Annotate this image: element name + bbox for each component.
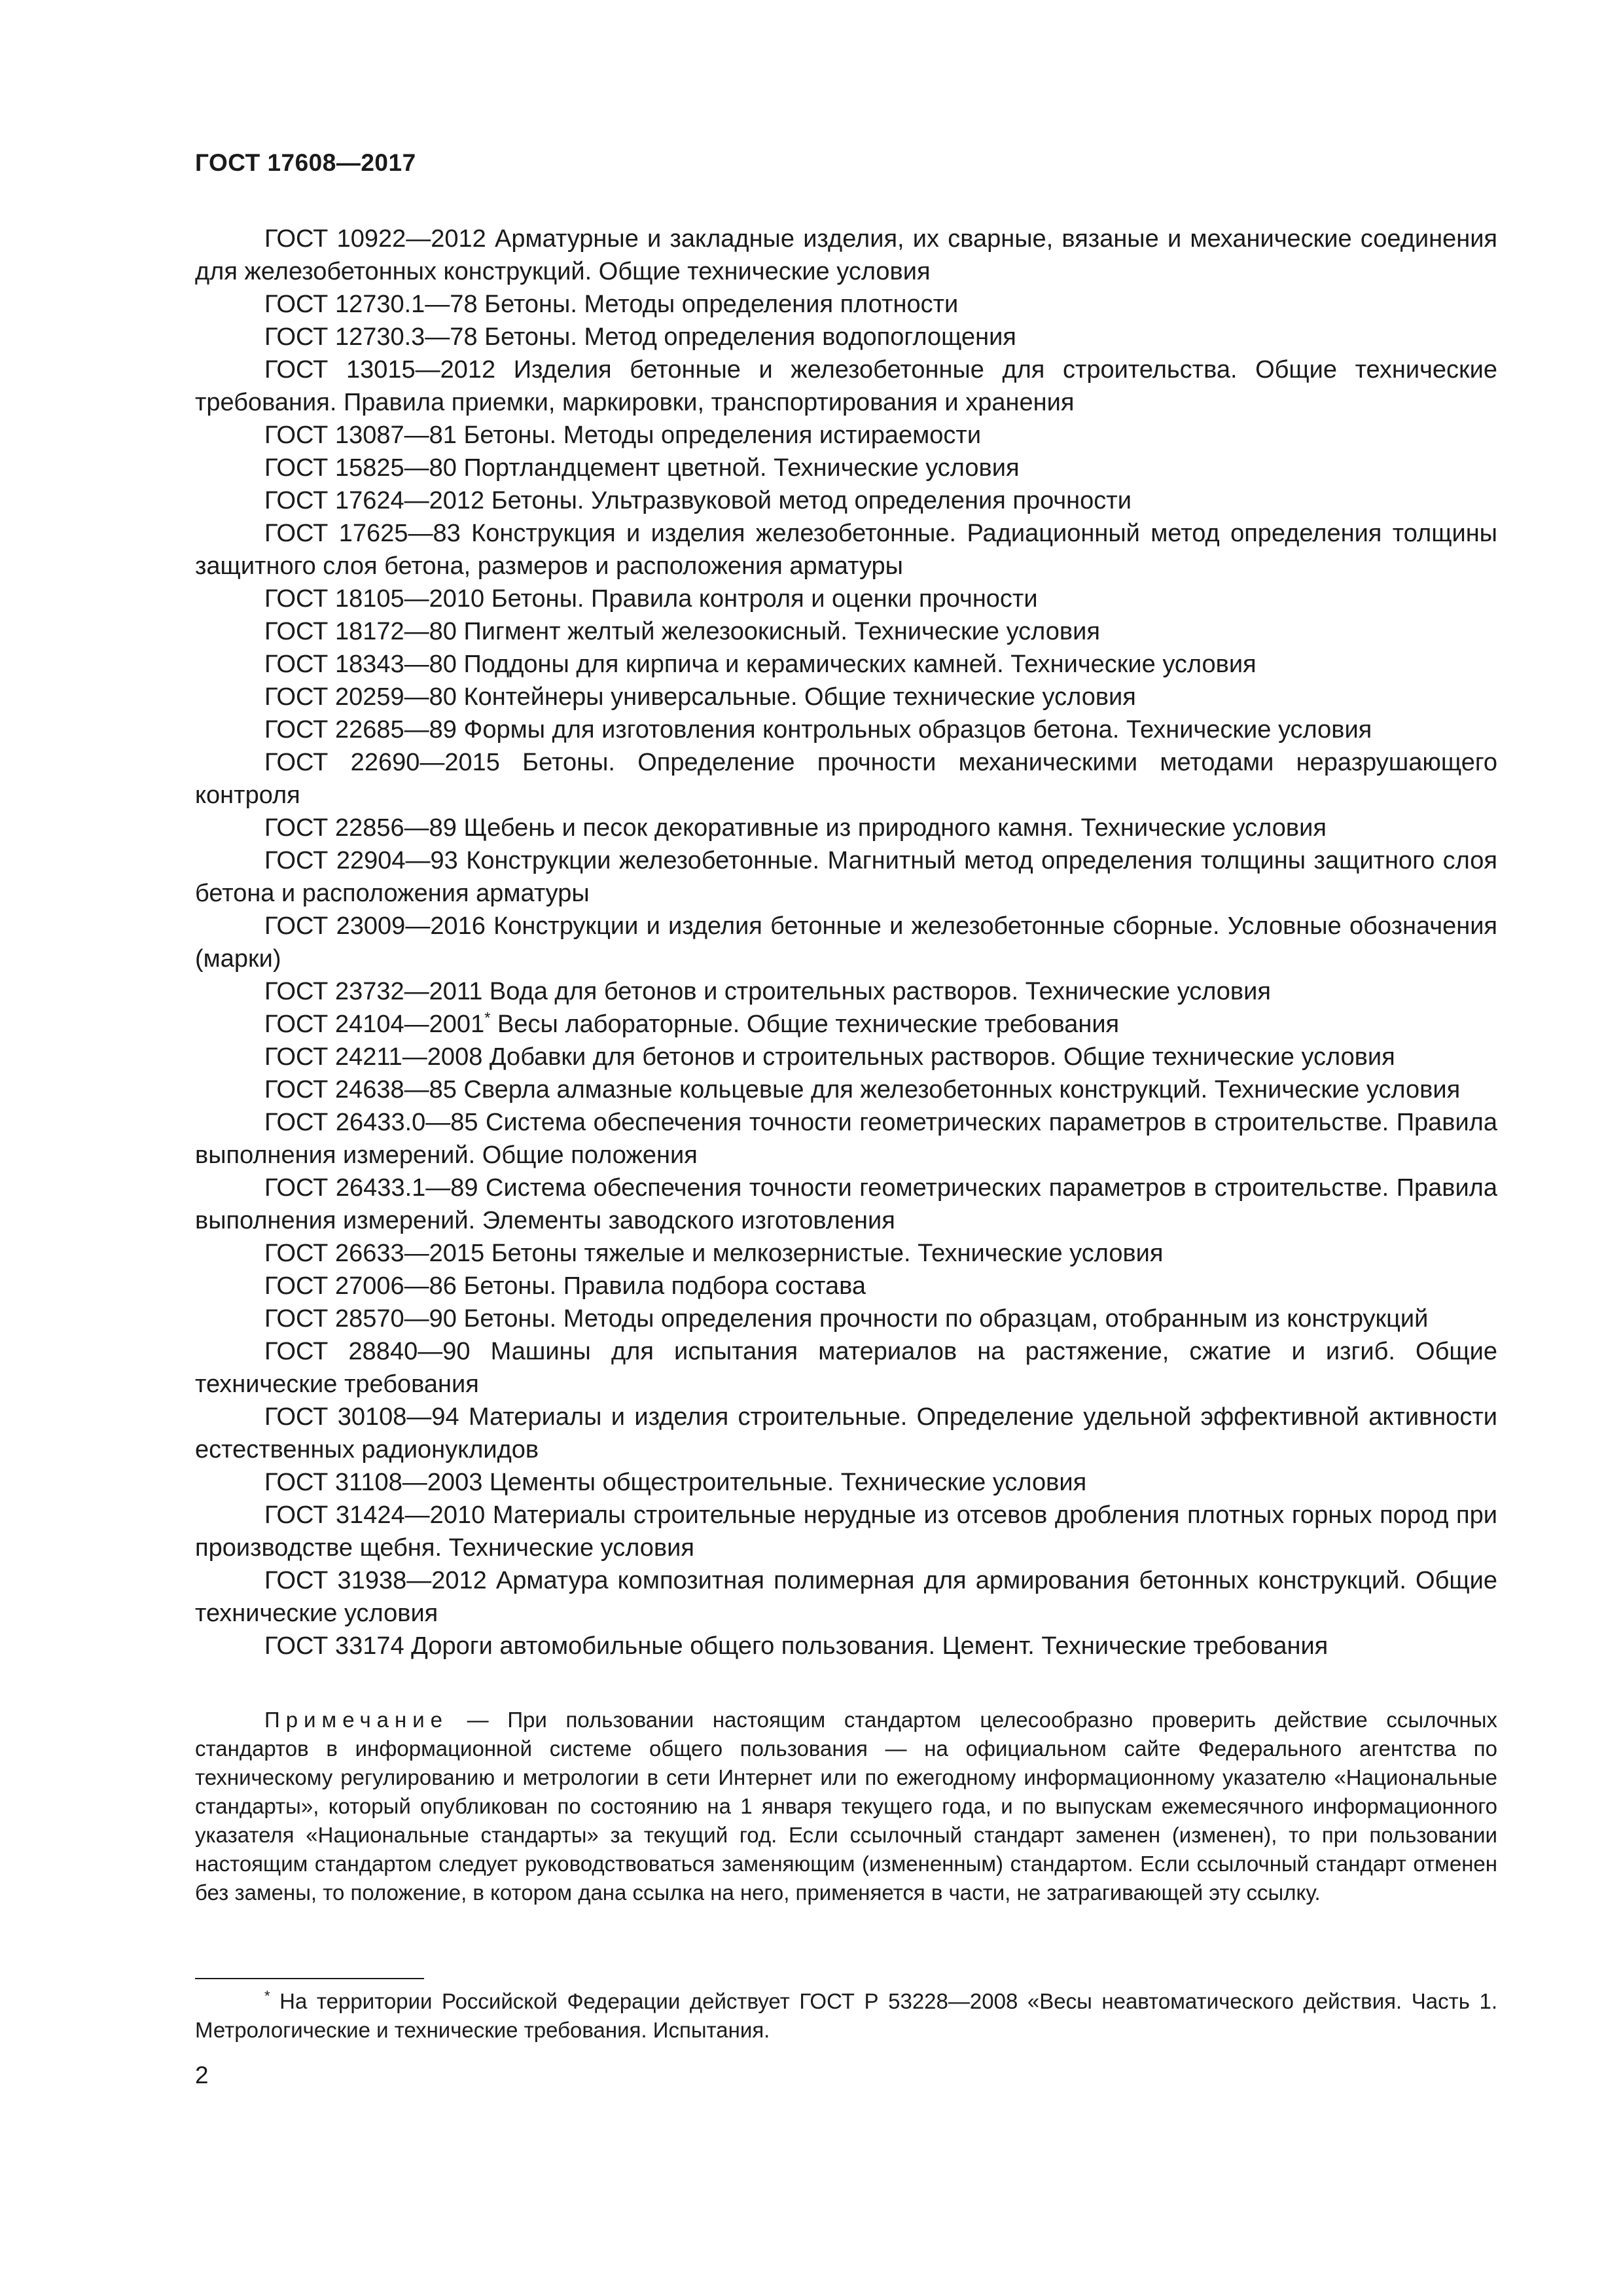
reference-item: ГОСТ 10922—2012 Арматурные и закладные изделия, их сварные, вязаные и механические соединения для железобетонных конструкций. Общие технические условия: [195, 225, 1497, 285]
note-text: — При пользовании настоящим стандартом целесообразно проверить действие ссылочных стандартов в информационной системе общего пользования — на официальном сайте Федерального агентства по техническому регулированию и метрологии в сети Интернет или по ежегодному информационному указателю «Национальные стандарты», который опубликован по состоянию на 1 января текущего года, и по выпускам ежемесячного информационного указателя «Национальные стандарты» за текущий год. Если ссылочный стандарт заменен (изменен), то при пользовании настоящим стандартом следует руководствоваться заменяющим (измененным) стандартом. Если ссылочный стандарт отменен без замены, то положение, в котором дана ссылка на него, применяется в части, не затрагивающей эту ссылку.: [195, 1708, 1497, 1905]
note-paragraph: [195, 1706, 1497, 1907]
reference-title: Весы лабораторные. Общие технические требования: [490, 1011, 1120, 1038]
reference-item: ГОСТ 17625—83 Конструкция и изделия железобетонные. Радиационный метод определения толщины защитного слоя бетона, размеров и расположения арматуры: [195, 520, 1497, 580]
reference-item: ГОСТ 26633—2015 Бетоны тяжелые и мелкозернистые. Технические условия: [264, 1240, 1164, 1267]
reference-item: ГОСТ 28840—90 Машины для испытания материалов на растяжение, сжатие и изгиб. Общие технические требования: [195, 1338, 1497, 1398]
footnote-divider: [195, 1978, 424, 1979]
note-label: Примечание: [264, 1708, 449, 1732]
reference-item: ГОСТ 31424—2010 Материалы строительные нерудные из отсевов дробления плотных горных пород при производстве щебня. Технические условия: [195, 1501, 1497, 1562]
reference-item: ГОСТ 31938—2012 Арматура композитная полимерная для армирования бетонных конструкций. Общие технические условия: [195, 1567, 1497, 1627]
footnote-marker: *: [484, 1009, 491, 1027]
reference-item: ГОСТ 23732—2011 Вода для бетонов и строительных растворов. Технические условия: [264, 978, 1271, 1005]
reference-item: ГОСТ 18343—80 Поддоны для кирпича и керамических камней. Технические условия: [264, 651, 1257, 678]
reference-item: ГОСТ 22685—89 Формы для изготовления контрольных образцов бетона. Технические условия: [264, 716, 1372, 744]
reference-item: ГОСТ 13087—81 Бетоны. Методы определения истираемости: [264, 422, 982, 449]
reference-code: ГОСТ 24104—2001: [264, 1011, 485, 1038]
reference-item-with-footnote: [195, 1008, 1497, 1041]
reference-item: ГОСТ 13015—2012 Изделия бетонные и железобетонные для строительства. Общие технические требования. Правила приемки, маркировки, транспортирования и хранения: [195, 356, 1497, 416]
reference-item: ГОСТ 31108—2003 Цементы общестроительные. Технические условия: [264, 1469, 1087, 1496]
reference-item: ГОСТ 28570—90 Бетоны. Методы определения прочности по образцам, отобранным из конструкций: [264, 1305, 1429, 1333]
reference-item: ГОСТ 12730.3—78 Бетоны. Метод определения водопоглощения: [264, 323, 1016, 351]
reference-item: ГОСТ 18105—2010 Бетоны. Правила контроля и оценки прочности: [264, 585, 1038, 613]
reference-item: ГОСТ 18172—80 Пигмент желтый железоокисный. Технические условия: [264, 618, 1100, 645]
page-number: 2: [195, 2062, 209, 2089]
reference-item: ГОСТ 27006—86 Бетоны. Правила подбора состава: [264, 1272, 866, 1300]
page-header-standard-id: ГОСТ 17608—2017: [195, 149, 416, 176]
footnote: [195, 1987, 1497, 2045]
reference-item: ГОСТ 20259—80 Контейнеры универсальные. Общие технические условия: [264, 683, 1136, 711]
reference-item: ГОСТ 12730.1—78 Бетоны. Методы определения плотности: [264, 291, 959, 318]
reference-item: ГОСТ 22904—93 Конструкции железобетонные. Магнитный метод определения толщины защитного слоя бетона и расположения арматуры: [195, 847, 1497, 907]
reference-item: ГОСТ 24638—85 Сверла алмазные кольцевые для железобетонных конструкций. Технические условия: [264, 1076, 1461, 1103]
reference-item: ГОСТ 26433.1—89 Система обеспечения точности геометрических параметров в строительстве. Правила выполнения измерений. Элементы заводского изготовления: [195, 1174, 1497, 1234]
reference-item: ГОСТ 24211—2008 Добавки для бетонов и строительных растворов. Общие технические условия: [264, 1043, 1395, 1071]
footnote-text: На территории Российской Федерации действует ГОСТ Р 53228—2008 «Весы неавтоматического действия. Часть 1. Метрологические и технические требования. Испытания.: [195, 1989, 1497, 2042]
reference-item: ГОСТ 26433.0—85 Система обеспечения точности геометрических параметров в строительстве. Правила выполнения измерений. Общие положения: [195, 1109, 1497, 1169]
reference-item: ГОСТ 33174 Дороги автомобильные общего пользования. Цемент. Технические требования: [264, 1632, 1329, 1660]
reference-item: ГОСТ 22856—89 Щебень и песок декоративные из природного камня. Технические условия: [264, 814, 1327, 842]
footnote-marker: *: [264, 1988, 270, 2004]
reference-item: ГОСТ 23009—2016 Конструкции и изделия бетонные и железобетонные сборные. Условные обозначения (марки): [195, 912, 1497, 973]
reference-item: ГОСТ 22690—2015 Бетоны. Определение прочности механическими методами неразрушающего контроля: [195, 749, 1497, 809]
normative-references-list: [195, 223, 1497, 1662]
reference-item: ГОСТ 15825—80 Портландцемент цветной. Технические условия: [264, 454, 1020, 482]
reference-item: ГОСТ 30108—94 Материалы и изделия строительные. Определение удельной эффективной активности естественных радионуклидов: [195, 1403, 1497, 1463]
reference-item: ГОСТ 17624—2012 Бетоны. Ультразвуковой метод определения прочности: [264, 487, 1132, 514]
